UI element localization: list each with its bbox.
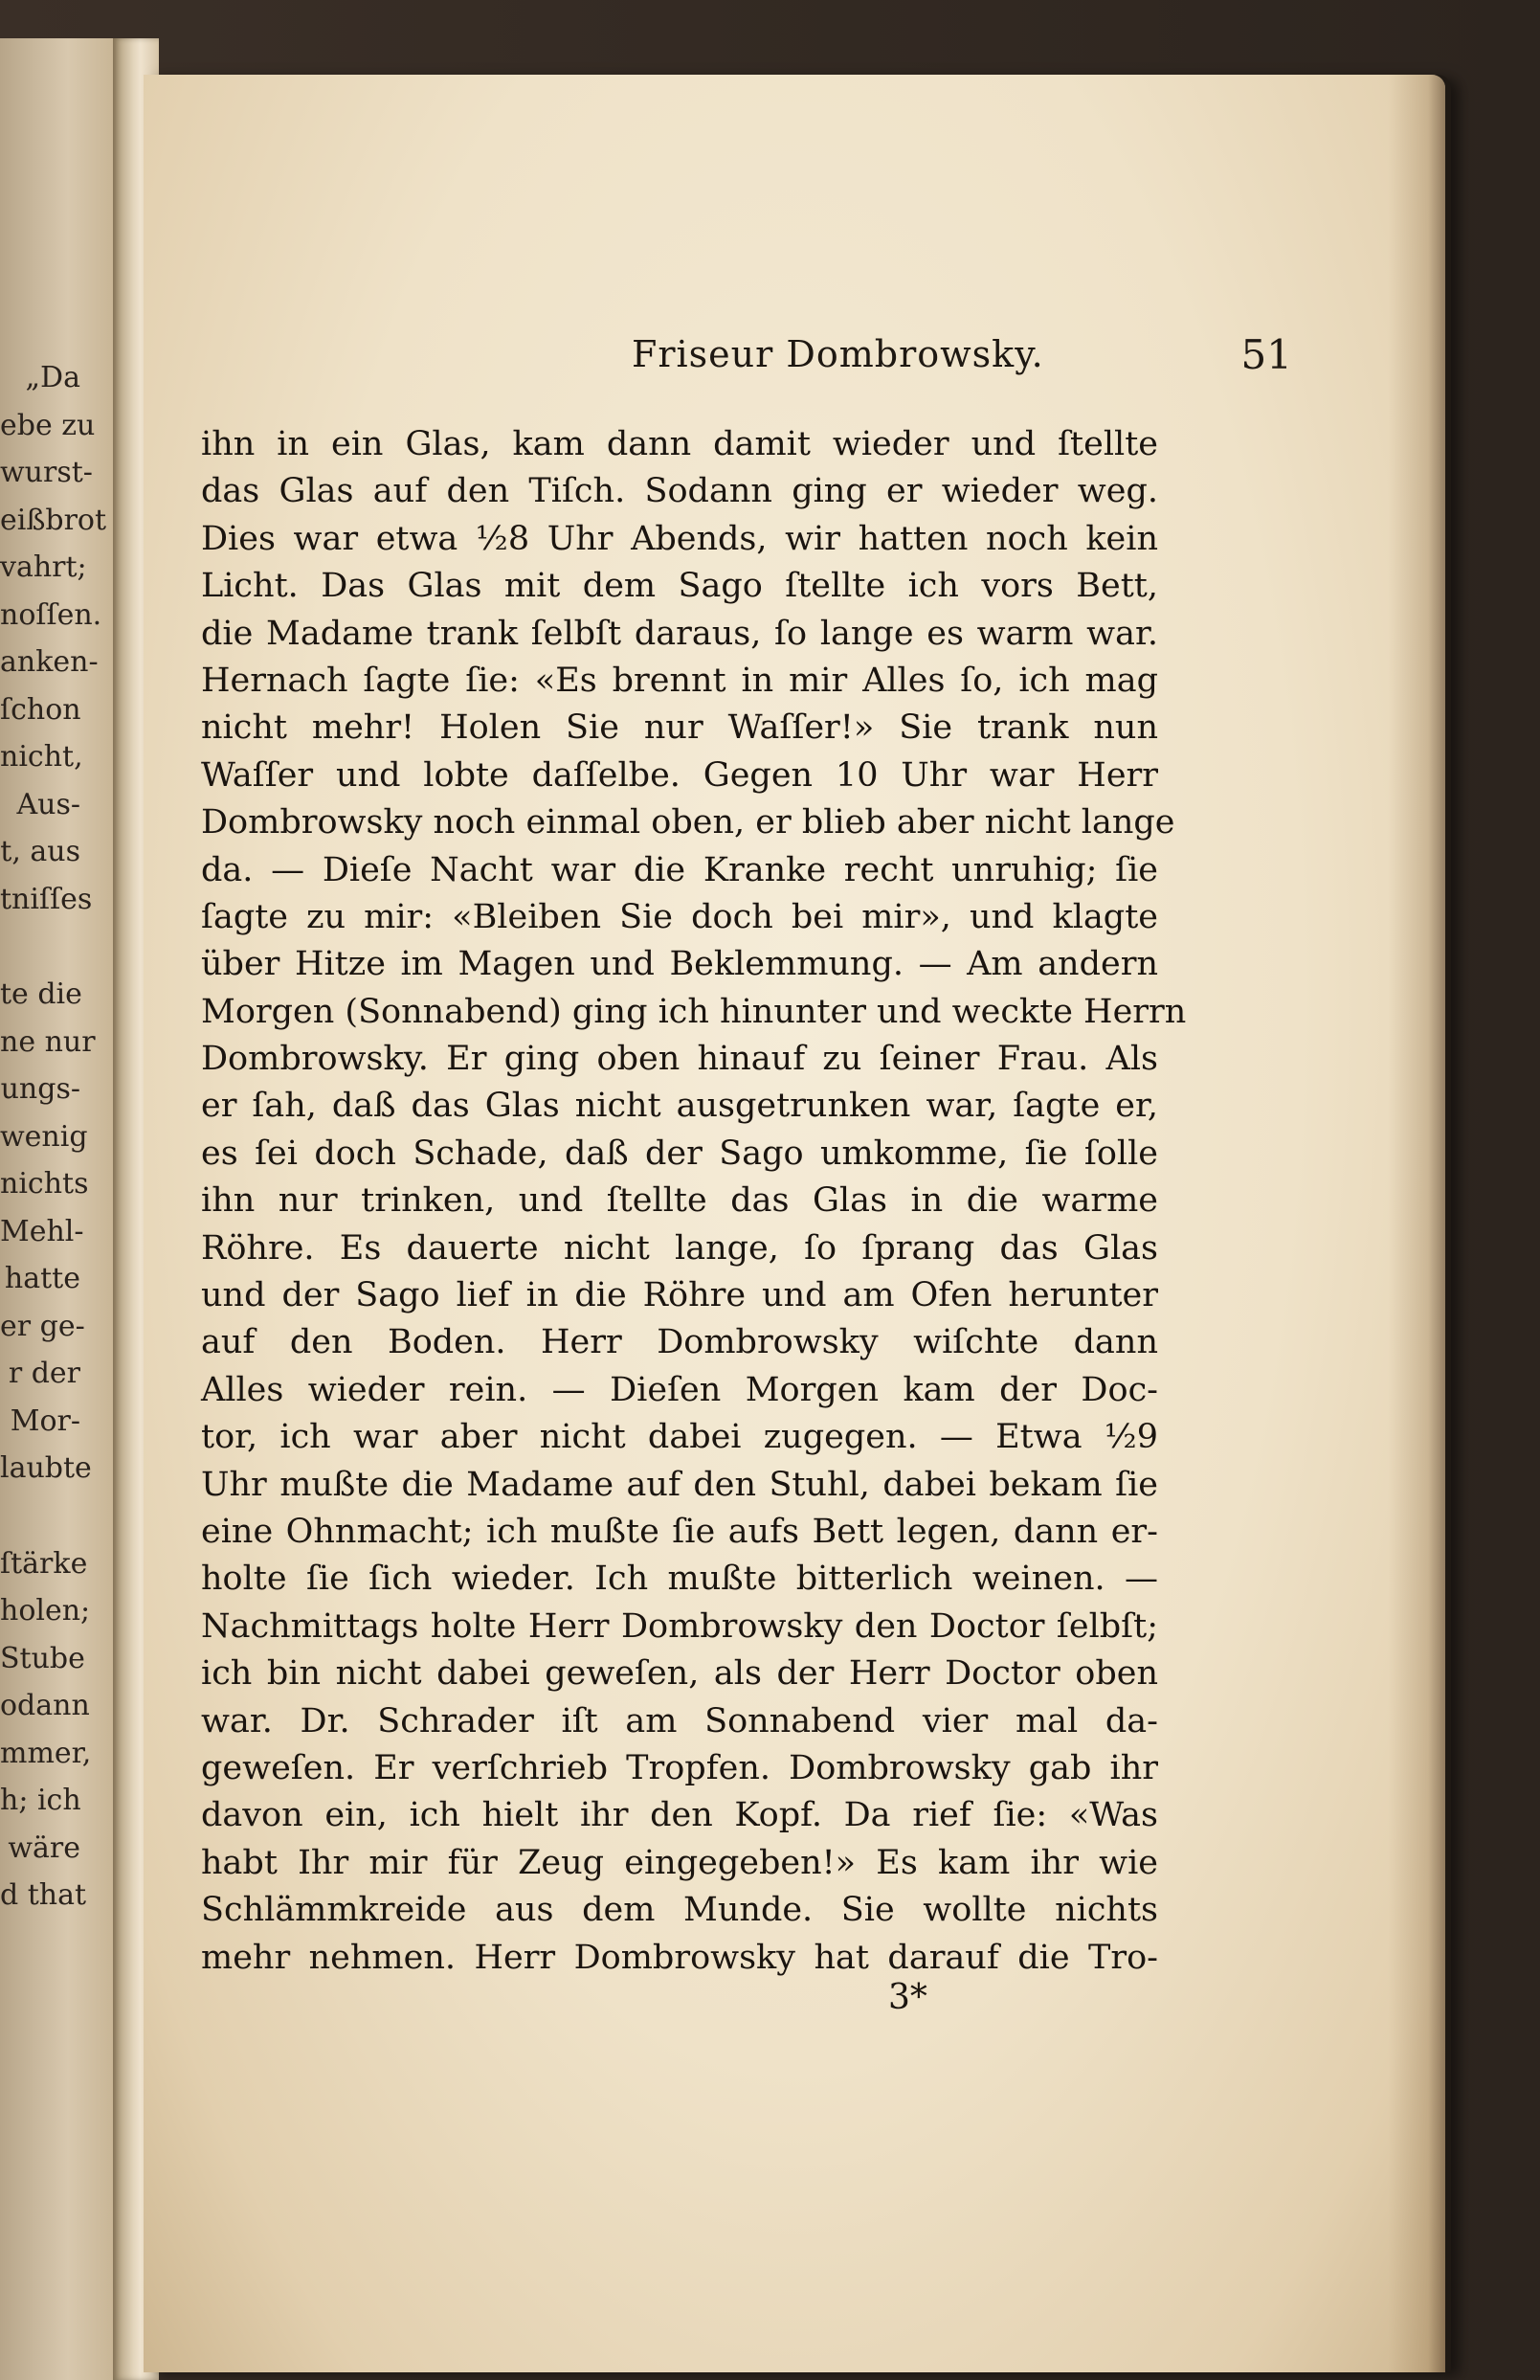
text-line: Alles wieder rein. — Dieſen Morgen kam der Doc-: [201, 1370, 1158, 1409]
text-line: auf den Boden. Herr Dombrowsky wiſchte dann: [201, 1323, 1158, 1362]
text-line: nicht mehr! Holen Sie nur Waſſer!» Sie trank nun: [201, 708, 1158, 748]
page-edge-shadow: [1388, 75, 1445, 2372]
previous-page-line: anken-: [0, 645, 99, 679]
text-line: Röhre. Es dauerte nicht lange, ſo ſprang das Glas: [201, 1228, 1158, 1268]
running-head-title: Friseur Dombrowsky.: [632, 333, 1044, 375]
previous-page-line: nichts: [0, 1167, 89, 1201]
running-head: [479, 333, 1292, 381]
text-line: Dombrowsky noch einmal oben, er blieb aber nicht lange: [201, 803, 1175, 842]
text-line: Uhr mußte die Madame auf den Stuhl, dabei bekam ſie: [201, 1465, 1158, 1504]
text-line: und der Sago lief in die Röhre und am Ofen herunter: [201, 1276, 1158, 1315]
previous-page-sliver: [0, 38, 113, 2380]
previous-page-line: odann: [0, 1689, 90, 1722]
text-line: Licht. Das Glas mit dem Sago ſtellte ich vors Bett,: [201, 567, 1158, 606]
previous-page-line: h; ich: [0, 1784, 81, 1817]
text-line: er ſah, daß das Glas nicht ausgetrunken war, ſagte er,: [201, 1087, 1158, 1126]
page-text-body: [201, 421, 1187, 1982]
previous-page-line: [0, 923, 113, 971]
previous-page-line: vahrt;: [0, 550, 87, 584]
text-line: Waſſer und lobte daſſelbe. Gegen 10 Uhr war Herr: [201, 755, 1158, 795]
previous-page-line: laubte: [0, 1451, 92, 1485]
previous-page-line: ebe zu: [0, 408, 96, 442]
previous-page-line: Mor-: [10, 1403, 80, 1438]
previous-page-line: Stube: [0, 1641, 85, 1675]
text-line: davon ein, ich hielt ihr den Kopf. Da rief ſie: «Was: [201, 1796, 1158, 1835]
previous-page-line: „Da: [25, 361, 80, 394]
text-line: holte ſie ſich wieder. Ich mußte bitterlich weinen. —: [201, 1560, 1158, 1599]
book-page: [144, 75, 1445, 2372]
text-line: über Hitze im Magen und Beklemmung. — Am andern: [201, 945, 1158, 984]
text-line: da. — Dieſe Nacht war die Kranke recht unruhig; ſie: [201, 850, 1158, 889]
previous-page-line: r der: [8, 1357, 80, 1390]
text-line: war. Dr. Schrader iſt am Sonnabend vier mal da-: [201, 1701, 1158, 1740]
previous-page-line: Aus-: [16, 787, 80, 821]
page-number: 51: [1240, 331, 1292, 378]
previous-page-line: noſſen.: [0, 597, 102, 632]
previous-page-line: te die: [0, 977, 82, 1011]
previous-page-line: [0, 1493, 113, 1540]
previous-page-line: hatte: [4, 1262, 80, 1295]
previous-page-line: wäre: [8, 1830, 80, 1865]
text-line: die Madame trank ſelbſt daraus, ſo lange es warm war.: [201, 614, 1158, 653]
previous-page-line: ſchon: [0, 692, 81, 727]
previous-page-line: t, aus: [0, 835, 80, 868]
text-line: ihn in ein Glas, kam dann damit wieder und ſtellte: [201, 425, 1158, 463]
text-line: ich bin nicht dabei geweſen, als der Herr Doctor oben: [201, 1654, 1158, 1694]
previous-page-line: eißbrot: [0, 503, 107, 537]
text-line: tor, ich war aber nicht dabei zugegen. — Etwa ½9: [201, 1418, 1158, 1457]
printer-signature-mark: 3*: [888, 1978, 927, 2017]
text-line: ihn nur trinken, und ſtellte das Glas in die warme: [201, 1181, 1158, 1221]
text-line: Morgen (Sonnabend) ging ich hinunter und weckte Herrn: [201, 992, 1187, 1031]
text-line: Dombrowsky. Er ging oben hinauf zu ſeiner Frau. Als: [201, 1040, 1158, 1079]
text-line: Hernach ſagte ſie: «Es brennt in mir Alles ſo, ich mag: [201, 661, 1158, 700]
previous-page-line: wenig: [0, 1119, 88, 1154]
text-line: Nachmittags holte Herr Dombrowsky den Doctor ſelbſt;: [201, 1606, 1158, 1646]
text-line: das Glas auf den Tiſch. Sodann ging er wieder weg.: [201, 472, 1158, 511]
previous-page-line: Mehl-: [0, 1214, 84, 1248]
previous-page-line: er ge-: [0, 1309, 85, 1343]
text-line: Schlämmkreide aus dem Munde. Sie wollte nichts: [201, 1891, 1158, 1930]
previous-page-line: wurst-: [0, 456, 93, 489]
previous-page-line: ungs-: [0, 1072, 80, 1106]
text-line: mehr nehmen. Herr Dombrowsky hat darauf die Tro-: [201, 1938, 1158, 1977]
previous-page-line: mmer,: [0, 1736, 92, 1770]
text-line: habt Ihr mir für Zeug eingegeben!» Es kam ihr wie: [201, 1843, 1158, 1882]
previous-page-line: holen;: [0, 1594, 91, 1628]
text-line: es ſei doch Schade, daß der Sago umkomme, ſie ſolle: [201, 1134, 1158, 1173]
text-line: eine Ohnmacht; ich mußte ſie aufs Bett legen, dann er-: [201, 1512, 1158, 1551]
text-line: geweſen. Er verſchrieb Tropfen. Dombrowsky gab ihr: [201, 1748, 1158, 1787]
previous-page-lines: [0, 354, 113, 1920]
text-line: Dies war etwa ½8 Uhr Abends, wir hatten noch kein: [201, 519, 1158, 558]
previous-page-line: d that: [0, 1878, 87, 1912]
previous-page-line: tniſſes: [0, 882, 93, 916]
previous-page-line: nicht,: [0, 740, 83, 774]
previous-page-line: ſtärke: [0, 1546, 88, 1581]
text-line: ſagte zu mir: «Bleiben Sie doch bei mir», und klagte: [201, 897, 1158, 936]
previous-page-line: ne nur: [0, 1024, 96, 1059]
